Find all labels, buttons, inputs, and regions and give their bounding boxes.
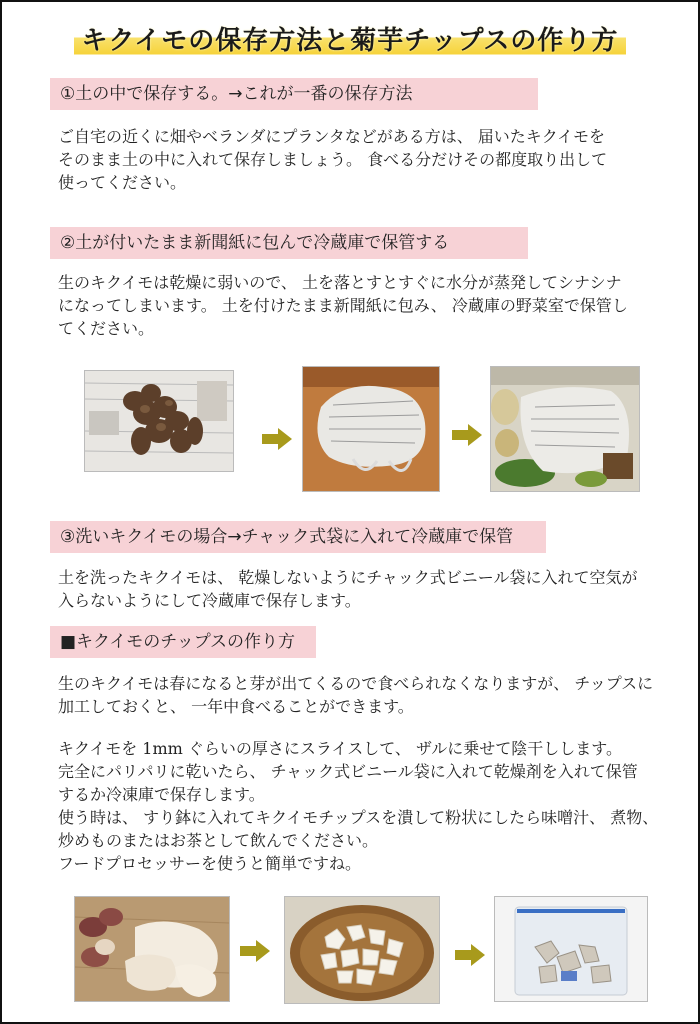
section3-line: 土を洗ったキクイモは、 乾燥しないようにチャック式ビニール袋に入れて空気が [58, 568, 638, 587]
section2-heading: ②土が付いたまま新聞紙に包んで冷蔵庫で保管する [50, 227, 528, 259]
newspaper-bundle-illustration [303, 367, 439, 491]
section1-line: そのまま土の中に入れて保存しましょう。 食べる分だけその都度取り出して [58, 150, 608, 169]
arrow-right-icon [240, 940, 270, 962]
arrow-right-icon [455, 944, 485, 966]
photo-zipper-bag [494, 896, 648, 1002]
section2-line: てください。 [58, 319, 155, 338]
section2-text [58, 271, 678, 340]
chips-step-line: キクイモを 1mm ぐらいの厚さにスライスして、 ザルに乗せて陰干しします。 [58, 739, 622, 758]
section1-heading: ①土の中で保存する。→これが一番の保存方法 [50, 78, 538, 110]
chips-heading: ■キクイモのチップスの作り方 [50, 626, 316, 658]
section3-text [58, 566, 678, 612]
dirty-kikuimo-illustration [85, 371, 233, 471]
photo-sliced-kikuimo [74, 896, 230, 1002]
chips-steps-text [58, 737, 678, 875]
sliced-kikuimo-illustration [75, 897, 229, 1001]
photo-newspaper-bundle [302, 366, 440, 492]
section2-line: 生のキクイモは乾燥に弱いので、 土を落とすとすぐに水分が蒸発してシナシナ [58, 273, 622, 292]
section2-line: になってしまいます。 土を付けたまま新聞紙に包み、 冷蔵庫の野菜室で保管し [58, 296, 628, 315]
arrow-right-icon [262, 428, 292, 450]
chips-step-line: 完全にパリパリに乾いたら、 チャック式ビニール袋に入れて乾燥剤を入れて保管 [58, 762, 638, 781]
arrow-right-icon [452, 424, 482, 446]
chips-intro-line: 加工しておくと、 一年中食べることができます。 [58, 697, 414, 716]
drying-basket-illustration [285, 897, 439, 1003]
section1-text [58, 125, 678, 194]
section3-heading: ③洗いキクイモの場合→チャック式袋に入れて冷蔵庫で保管 [50, 521, 546, 553]
zipper-bag-illustration [495, 897, 647, 1001]
chips-intro-line: 生のキクイモは春になると芽が出てくるので食べられなくなりますが、 チップスに [58, 674, 654, 693]
chips-step-line: するか冷凍庫で保存します。 [58, 785, 265, 804]
chips-intro-text [58, 672, 678, 718]
chips-step-line: 使う時は、 すり鉢に入れてキクイモチップスを潰して粉状にしたら味噌汁、 煮物、 [58, 808, 659, 827]
page-title: キクイモの保存方法と菊芋チップスの作り方 [0, 20, 700, 57]
photo-drying-basket [284, 896, 440, 1004]
photo-dirty-kikuimo [84, 370, 234, 472]
section1-line: 使ってください。 [58, 173, 187, 192]
section1-line: ご自宅の近くに畑やベランダにプランタなどがある方は、 届いたキクイモを [58, 127, 606, 146]
chips-step-line: 炒めものまたはお茶として飲んでください。 [58, 831, 379, 850]
chips-step-line: フードプロセッサーを使うと簡単ですね。 [58, 854, 362, 873]
section3-line: 入らないようにして冷蔵庫で保存します。 [58, 591, 361, 610]
photo-fridge-vegetable-drawer [490, 366, 640, 492]
fridge-drawer-illustration [491, 367, 639, 491]
